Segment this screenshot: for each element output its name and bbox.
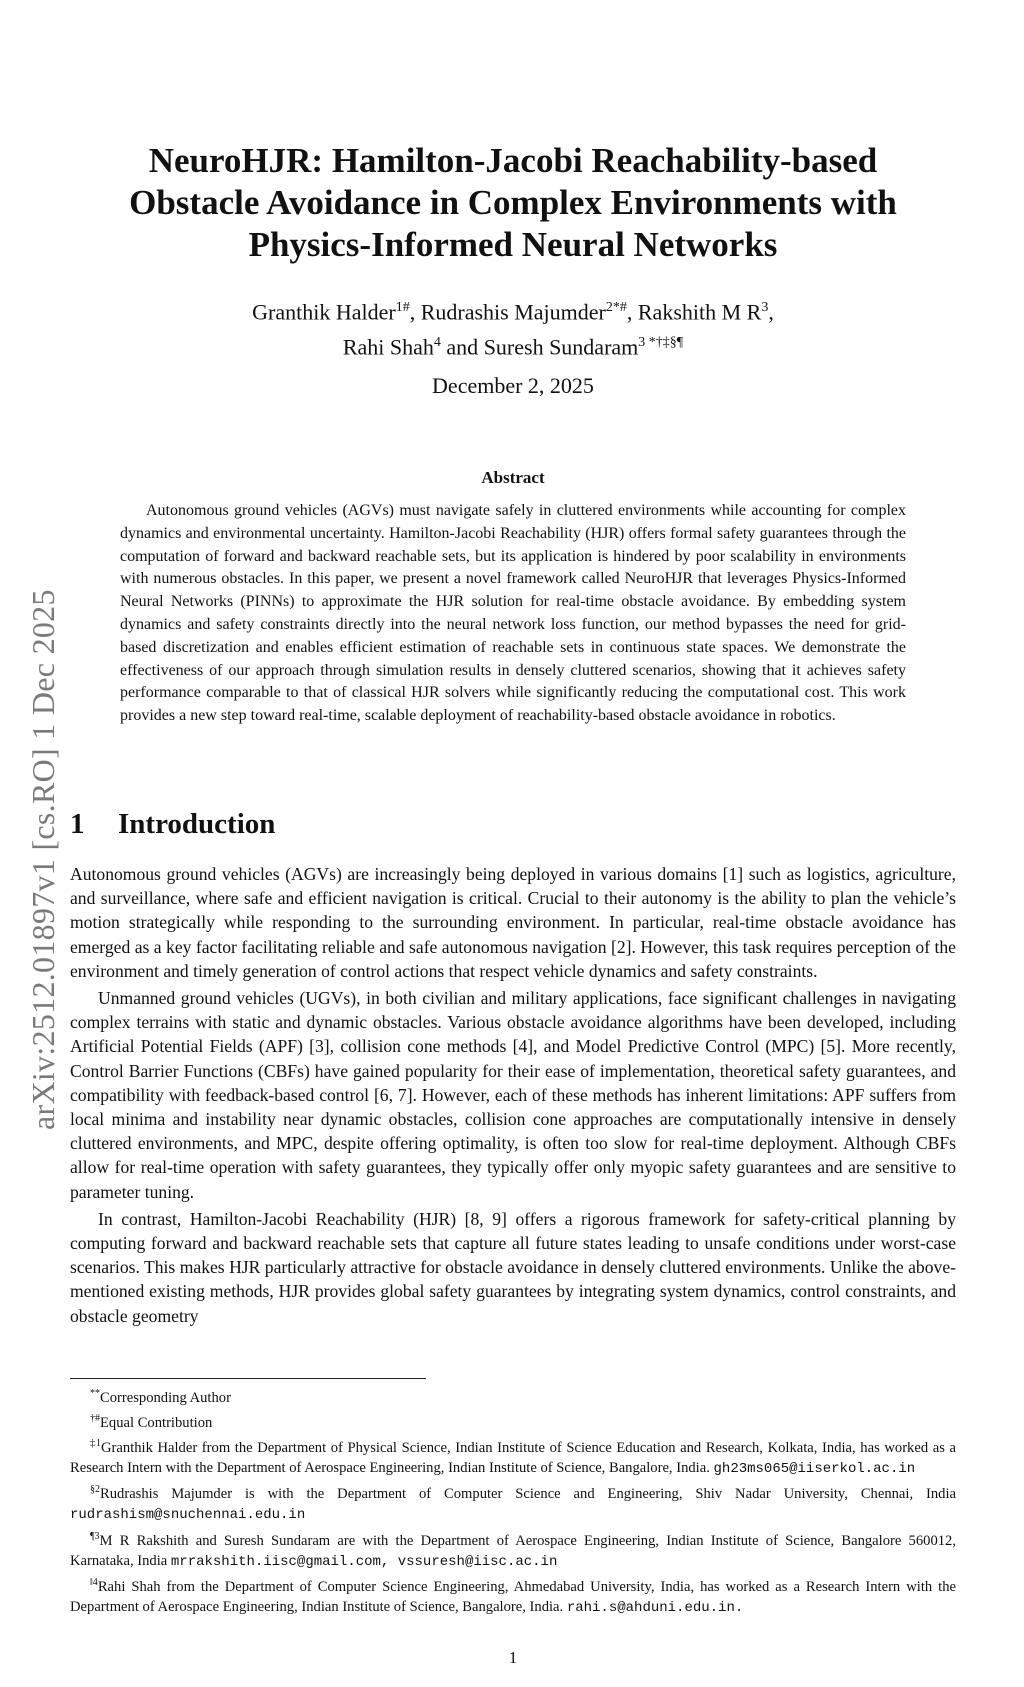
section-number: 1 (70, 808, 85, 840)
footnote: $^{\P 3}$M R Rakshith and Suresh Sundaram are with the Department of Aerospace Engineering, Indian Institute of Science, Bangalore 560012, Karnataka, India mrrakshith.iisc@gmail.com, vssuresh@iisc.ac.in (70, 1530, 956, 1570)
author-affiliation-mark: 2*# (605, 300, 627, 315)
page-number: 1 (508, 1648, 518, 1667)
paragraph: In contrast, Hamilton-Jacobi Reachability (HJR) [8, 9] offers a rigorous framework for safety-critical planning by computing forward and backward reachable sets that capture all future states leading to unsafe conditions under worst-case scenarios. This makes HJR particularly attractive for obstacle avoidance in densely cluttered environments. Unlike the above-mentioned existing methods, HJR provides global safety guarantees by integrating system dynamics, control constraints, and obstacle geometry (70, 1208, 956, 1326)
footnote: $^{\S 2}$Rudrashis Majumder is with the Department of Computer Science and Engineering, Shiv Nadar University, Chennai, India rudrashism@snuchennai.edu.in (70, 1484, 956, 1524)
introduction-body (70, 862, 956, 1331)
footnote-mark: ¶3 (90, 1530, 100, 1542)
author-name: Granthik Halder (252, 299, 396, 325)
publication-date: December 2, 2025 (432, 373, 594, 398)
footnotes (70, 1384, 956, 1619)
abstract-heading: Abstract (481, 468, 545, 487)
footnote: **Corresponding Author (90, 1388, 231, 1406)
author-name: Rudrashis Majumder (420, 299, 606, 325)
paper-title (70, 140, 956, 266)
footnote-divider (70, 1378, 426, 1379)
author-line-2: Rahi Shah$^4$ and Suresh Sundaram$^{3 *\dagger\ddagger\S\P}$ (342, 334, 684, 360)
footnote-mark: ‡1 (90, 1438, 101, 1450)
email-link[interactable]: mrrakshith.iisc@gmail.com, vssuresh@iisc.ac.in (170, 1553, 558, 1570)
email-link[interactable]: rahi.s@ahduni.edu.in. (566, 1599, 744, 1616)
abstract-body: Autonomous ground vehicles (AGVs) must navigate safely in cluttered environments while accounting for complex dynamics and environmental uncertainty. Hamilton-Jacobi Reachability (HJR) offers formal safety guarantees through the computation of forward and backward reachable sets, but its application is hindered by poor scalability in environments with numerous obstacles. In this paper, we present a novel framework called NeuroHJR that leverages Physics-Informed Neural Networks (PINNs) to approximate the HJR solution for real-time obstacle avoidance. By embedding system dynamics and safety constraints directly into the neural network loss function, our method bypasses the need for grid-based discretization and enables efficient estimation of reachable sets in continuous state spaces. We demonstrate the effectiveness of our approach through simulation results in densely cluttered scenarios, showing that it achieves safety performance comparable to that of classical HJR solvers while significantly reducing the computational cost. This work provides a new step toward real-time, scalable deployment of reachability-based obstacle avoidance in robotics. (120, 502, 906, 725)
footnote: $^{\ddagger 1}$Granthik Halder from the Department of Physical Science, Indian Institute of Science Education and Research, Kolkata, India, has worked as a Research Intern with the Department of Aerospace Engineering, Indian Institute of Science, Bangalore, India. gh23ms065@iiserkol.ac.in (70, 1438, 957, 1478)
paragraph: Unmanned ground vehicles (UGVs), in both civilian and military applications, face significant challenges in navigating complex terrains with static and dynamic obstacles. Various obstacle avoidance algorithms have been developed, including Artificial Potential Fields (APF) [3], collision cone methods [4], and Model Predictive Control (MPC) [5]. More recently, Control Barrier Functions (CBFs) have gained popularity for their ease of implementation, theoretical safety guarantees, and compatibility with feedback-based control [6, 7]. However, each of these methods has inherent limitations: APF suffers from local minima and instability near dynamic obstacles, collision cone approaches are computationally intensive in densely cluttered environments, and MPC, despite offering optimality, is often too slow for real-time deployment. Although CBFs allow for real-time operation with safety guarantees, they typically offer only myopic safety guarantees and are sensitive to parameter tuning. (70, 988, 956, 1202)
email-link[interactable]: gh23ms065@iiserkol.ac.in (713, 1461, 916, 1478)
author-name: Suresh Sundaram (483, 334, 639, 360)
email-link[interactable]: rudrashism@snuchennai.edu.in (70, 1507, 306, 1524)
footnote: $^{‖4}$Rahi Shah from the Department of Computer Science Engineering, Ahmedabad University, India, has worked as a Research Intern with the Department of Aerospace Engineering, Indian Institute of Science, Bangalore, India. rahi.s@ahduni.edu.in. (70, 1576, 956, 1616)
footnote-mark: ‖4 (90, 1576, 98, 1588)
author-affiliation-mark: 1# (395, 300, 410, 315)
author-affiliation-mark: 3 (761, 300, 769, 315)
title-line-1: NeuroHJR: Hamilton-Jacobi Reachability-based (148, 141, 878, 180)
section-title: Introduction (118, 808, 276, 840)
footnote-mark: ** (90, 1388, 100, 1399)
section-heading-introduction (70, 808, 275, 841)
title-line-3: Physics-Informed Neural Networks (248, 225, 778, 264)
author-affiliation-mark: 3 *†‡§¶ (638, 335, 684, 351)
paragraph: Autonomous ground vehicles (AGVs) are increasingly being deployed in various domains [1] such as logistics, agriculture, and surveillance, where safe and efficient navigation is critical. Crucial to their autonomy is the ability to plan the vehicle’s motion strategically while responding to the surrounding environment. In particular, real-time obstacle avoidance has emerged as a key factor facilitating reliable and safe autonomous navigation [2]. However, this task requires perception of the environment and timely generation of control actions that respect vehicle dynamics and safety constraints. (70, 864, 956, 981)
author-affiliation-mark: 4 (433, 335, 441, 351)
arxiv-identifier-stamp: arXiv:2512.01897v1 [cs.RO] 1 Dec 2025 (25, 589, 61, 1130)
author-line-1: Granthik Halder$^{1\#}$, Rudrashis Majumder$^{2*\#}$, Rakshith M $R^3$, (252, 299, 774, 325)
footnote: †#Equal Contribution (90, 1413, 213, 1431)
author-name: Rahi Shah (342, 334, 434, 360)
footnote-mark: †# (90, 1413, 100, 1425)
author-name: Rakshith M R (637, 299, 762, 325)
footnote-mark: §2 (90, 1484, 100, 1496)
author-list (70, 292, 956, 363)
title-line-2: Obstacle Avoidance in Complex Environments with (129, 183, 897, 222)
